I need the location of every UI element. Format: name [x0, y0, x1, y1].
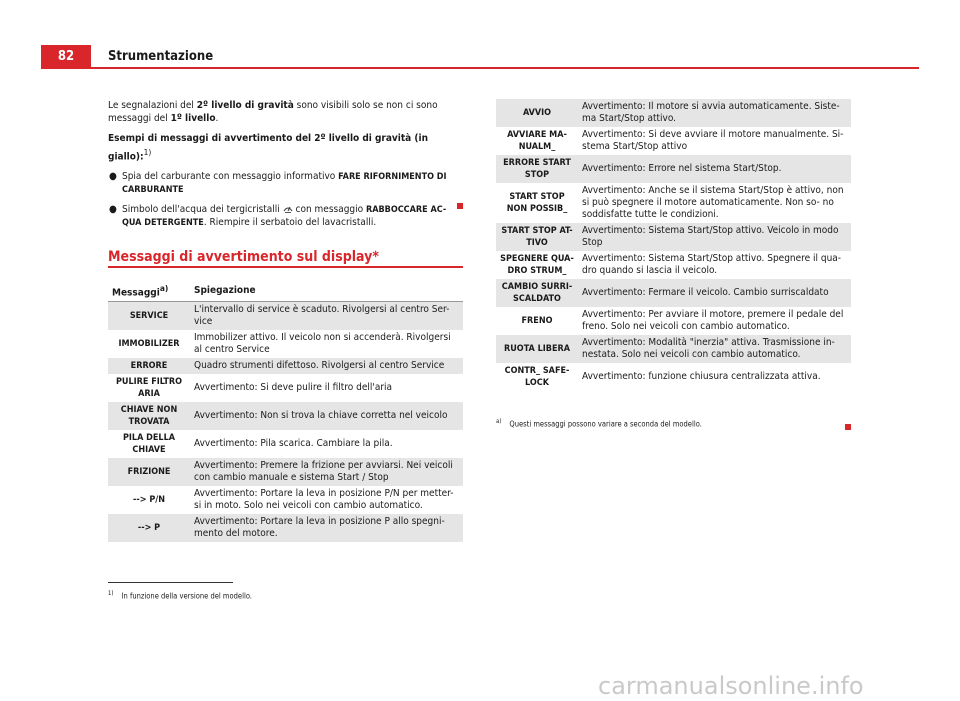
page-footnote: $^{1)}$ In funzione della versione del modello.: [108, 590, 252, 601]
message-code: ERRORE START STOP: [496, 155, 578, 183]
message-code: PULIRE FILTRO ARIA: [115, 377, 183, 400]
message-explanation: Avvertimento: Modalità "inerzia" attiva. Trasmissione in- nestata. Solo nei veicoli con cambio automatico.: [578, 335, 851, 363]
table-row: [496, 251, 851, 279]
message-code: CONTR_ SAFE- LOCK: [504, 366, 570, 388]
table-row: [108, 302, 463, 331]
message-explanation: Avvertimento: Portare la leva in posizione P allo spegni- mento del motore.: [190, 514, 463, 542]
table-footnote: $^{a)}$ Questi messaggi possono variare a seconda del modello.: [496, 418, 702, 429]
table-row: [496, 279, 851, 307]
table-row: [108, 330, 463, 358]
message-code: AVVIARE MA- NUALM_: [507, 130, 567, 152]
intro-paragraph: Le segnalazioni del 2º livello di gravità sono visibili solo se non ci sono messaggi del 1º livello.: [108, 100, 438, 124]
message-code: SPEGNERE QUA- DRO STRUM_: [500, 254, 574, 276]
column-header-explanation: Spiegazione: [190, 280, 463, 302]
section-rule: [108, 266, 463, 268]
message-explanation: Avvertimento: Anche se il sistema Start/Stop è attivo, non si può spegnere il motore automaticamente. Non so- no soddisfatte tutte le condizioni.: [582, 185, 844, 220]
message-code: START STOP NON POSSIB_: [506, 192, 568, 214]
table-row: [496, 99, 851, 127]
examples-heading: Esempi di messaggi di avvertimento del 2º livello di gravità (in giallo):$^{1)}$: [108, 133, 428, 162]
table-row: [108, 458, 463, 486]
message-code: CHIAVE NON TROVATA: [108, 402, 190, 430]
messages-table-left: [108, 280, 463, 542]
message-explanation: Avvertimento: Si deve avviare il motore manualmente. Si- stema Start/Stop attivo: [582, 129, 844, 152]
message-explanation: Avvertimento: Premere la frizione per avviarsi. Nei veicoli con cambio manuale e sistema Start / Stop: [190, 458, 463, 486]
message-explanation: Avvertimento: Si deve pulire il filtro dell'aria: [194, 382, 393, 394]
message-explanation: Avvertimento: Portare la leva in posizione P/N per metter- si in moto. Solo nei veicoli con cambio automatico.: [194, 488, 454, 512]
table-row: [496, 183, 851, 223]
footnote-rule: [108, 582, 233, 583]
bullet-fuel: ● Spia del carburante con messaggio informativo FARE RIFORNIMENTO DI CARBURANTE: [109, 171, 447, 195]
message-explanation: Immobilizer attivo. Il veicolo non si accenderà. Rivolgersi al centro Service: [194, 332, 451, 356]
table-row: [496, 307, 851, 335]
table-row: [496, 223, 851, 251]
message-code: ERRORE: [108, 358, 190, 374]
table-row: [496, 363, 851, 391]
page-title: Strumentazione: [108, 49, 214, 64]
table-row: [108, 430, 463, 458]
message-explanation: Avvertimento: Sistema Start/Stop attivo. Veicolo in modo Stop: [578, 223, 851, 251]
message-explanation: Avvertimento: Errore nel sistema Start/Stop.: [578, 155, 851, 183]
message-explanation: Avvertimento: Non si trova la chiave corretta nel veicolo: [190, 402, 463, 430]
message-code: FRENO: [521, 316, 553, 326]
watermark: carmanualsonline.info: [598, 672, 864, 700]
table-row: [496, 335, 851, 363]
message-code: FRIZIONE: [108, 458, 190, 486]
message-explanation: Avvertimento: Pila scarica. Cambiare la pila.: [194, 438, 393, 450]
header-rule: [91, 67, 919, 69]
section-title: Messaggi di avvertimento sul display*: [108, 249, 379, 265]
end-mark: [845, 424, 851, 430]
table-row: [496, 127, 851, 155]
message-code: IMMOBILIZER: [118, 339, 180, 350]
message-explanation: Avvertimento: Per avviare il motore, premere il pedale del freno. Solo nei veicoli con cambio automatico.: [582, 309, 844, 332]
message-code: SERVICE: [108, 302, 190, 331]
message-explanation: L'intervallo di service è scaduto. Rivolgersi al centro Ser- vice: [190, 302, 463, 331]
message-explanation: Avvertimento: Sistema Start/Stop attivo. Spegnere il qua- dro quando si lascia il veicolo.: [582, 253, 842, 276]
table-row: [108, 358, 463, 374]
table-row: [108, 374, 463, 402]
end-mark: [457, 203, 463, 209]
message-explanation: Quadro strumenti difettoso. Rivolgersi al centro Service: [190, 358, 463, 374]
message-code: RUOTA LIBERA: [496, 335, 578, 363]
message-explanation: Avvertimento: funzione chiusura centralizzata attiva.: [582, 371, 821, 382]
message-code: START STOP AT- TIVO: [496, 223, 578, 251]
table-row: [108, 514, 463, 542]
message-explanation: Avvertimento: Il motore si avvia automaticamente. Siste- ma Start/Stop attivo.: [578, 99, 851, 127]
message-code: PILA DELLA CHIAVE: [122, 433, 176, 456]
table-row: [496, 155, 851, 183]
column-header-message: Messaggi$^{a)}$: [108, 280, 190, 302]
message-code: --> P/N: [133, 495, 165, 506]
wiper-fluid-icon: [283, 204, 293, 213]
table-row: [108, 402, 463, 430]
message-code: CAMBIO SURRI- SCALDATO: [496, 279, 578, 307]
message-code: --> P: [108, 514, 190, 542]
table-row: [108, 486, 463, 514]
bullet-washer: ● Simbolo dell'acqua dei tergicristalli con messaggio RABBOCCARE AC- QUA DETERGENTE. Riempire il serbatoio del lavacristalli.: [109, 204, 447, 228]
page-number: 82: [41, 45, 91, 69]
message-code: AVVIO: [496, 99, 578, 127]
messages-table-right: [496, 99, 851, 391]
intro-text: [108, 100, 463, 237]
message-explanation: Avvertimento: Fermare il veicolo. Cambio surriscaldato: [578, 279, 851, 307]
